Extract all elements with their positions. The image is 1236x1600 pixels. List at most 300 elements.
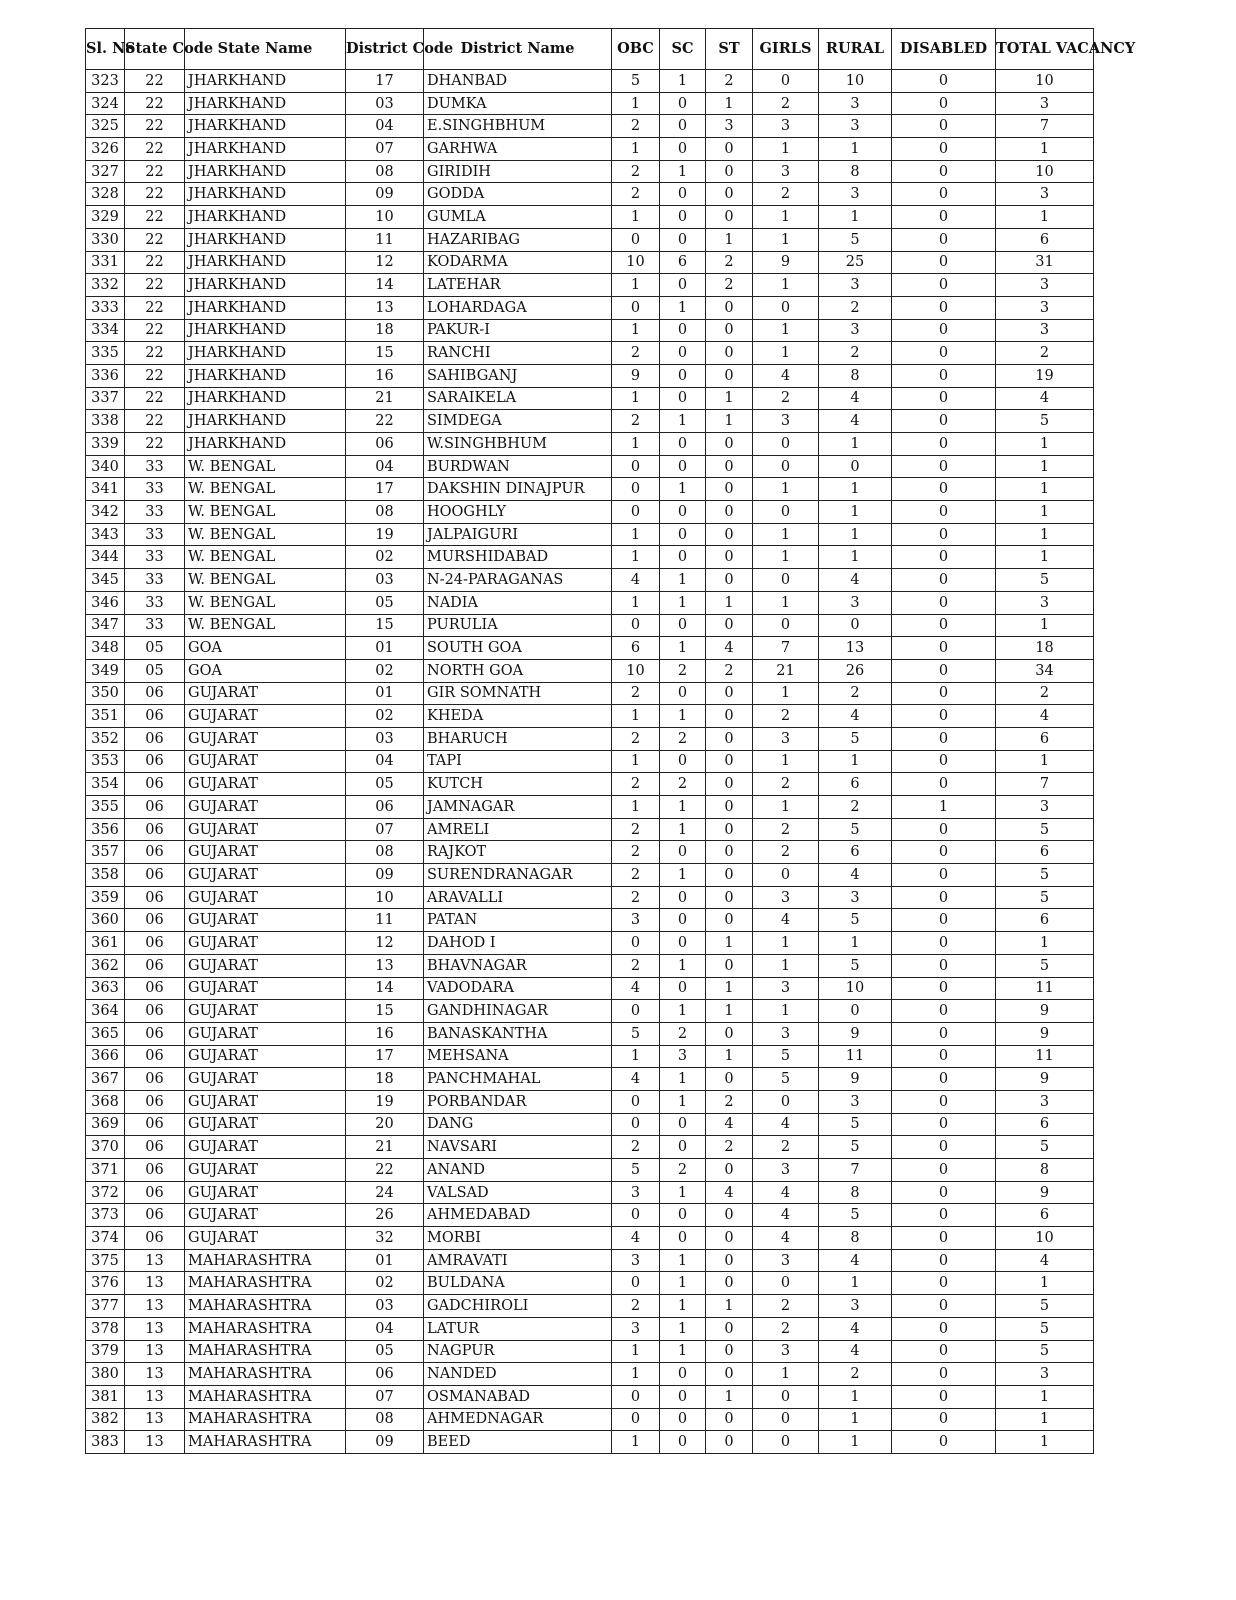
cell-total-vacancy: 1 xyxy=(996,523,1094,546)
cell-disabled: 0 xyxy=(892,977,996,1000)
cell-state-code: 13 xyxy=(125,1363,185,1386)
cell-district-name: NORTH GOA xyxy=(424,659,612,682)
table-body xyxy=(86,70,1094,1454)
cell-rural: 5 xyxy=(819,909,892,932)
cell-sl-no: 363 xyxy=(86,977,125,1000)
cell-sl-no: 359 xyxy=(86,886,125,909)
cell-state-code: 22 xyxy=(125,206,185,229)
cell-district-name: AHMEDABAD xyxy=(424,1204,612,1227)
table-row xyxy=(86,455,1094,478)
cell-district-code: 12 xyxy=(346,932,424,955)
cell-obc: 0 xyxy=(612,932,660,955)
cell-girls: 0 xyxy=(753,614,819,637)
cell-state-code: 33 xyxy=(125,478,185,501)
cell-sc: 0 xyxy=(660,115,706,138)
cell-disabled: 0 xyxy=(892,1000,996,1023)
cell-state-code: 22 xyxy=(125,138,185,161)
cell-sl-no: 336 xyxy=(86,364,125,387)
cell-rural: 1 xyxy=(819,1408,892,1431)
cell-state-name: GUJARAT xyxy=(185,1204,346,1227)
cell-st: 1 xyxy=(706,410,753,433)
cell-st: 0 xyxy=(706,138,753,161)
cell-state-code: 06 xyxy=(125,932,185,955)
cell-sc: 0 xyxy=(660,546,706,569)
cell-obc: 2 xyxy=(612,954,660,977)
cell-obc: 0 xyxy=(612,455,660,478)
table-row xyxy=(86,206,1094,229)
cell-disabled: 0 xyxy=(892,1431,996,1454)
cell-district-name: SOUTH GOA xyxy=(424,637,612,660)
cell-district-name: SAHIBGANJ xyxy=(424,364,612,387)
cell-girls: 2 xyxy=(753,1136,819,1159)
cell-obc: 0 xyxy=(612,1000,660,1023)
cell-girls: 2 xyxy=(753,183,819,206)
cell-st: 0 xyxy=(706,206,753,229)
table-row xyxy=(86,1227,1094,1250)
cell-st: 0 xyxy=(706,864,753,887)
cell-girls: 2 xyxy=(753,841,819,864)
table-row xyxy=(86,228,1094,251)
cell-state-code: 33 xyxy=(125,523,185,546)
cell-district-code: 12 xyxy=(346,251,424,274)
cell-disabled: 0 xyxy=(892,1159,996,1182)
cell-district-name: SARAIKELA xyxy=(424,387,612,410)
cell-obc: 6 xyxy=(612,637,660,660)
cell-disabled: 0 xyxy=(892,659,996,682)
cell-disabled: 0 xyxy=(892,342,996,365)
cell-girls: 3 xyxy=(753,410,819,433)
cell-district-code: 17 xyxy=(346,70,424,93)
cell-sl-no: 345 xyxy=(86,569,125,592)
table-row xyxy=(86,183,1094,206)
cell-total-vacancy: 6 xyxy=(996,1204,1094,1227)
cell-state-name: JHARKHAND xyxy=(185,274,346,297)
cell-district-name: BHAVNAGAR xyxy=(424,954,612,977)
cell-district-code: 15 xyxy=(346,342,424,365)
cell-st: 2 xyxy=(706,1136,753,1159)
cell-district-code: 06 xyxy=(346,1363,424,1386)
cell-total-vacancy: 5 xyxy=(996,1340,1094,1363)
cell-obc: 1 xyxy=(612,591,660,614)
cell-state-code: 06 xyxy=(125,1022,185,1045)
cell-obc: 1 xyxy=(612,523,660,546)
cell-sc: 0 xyxy=(660,206,706,229)
table-row xyxy=(86,682,1094,705)
cell-state-code: 22 xyxy=(125,160,185,183)
cell-st: 0 xyxy=(706,818,753,841)
cell-state-code: 13 xyxy=(125,1431,185,1454)
cell-disabled: 0 xyxy=(892,228,996,251)
table-row xyxy=(86,501,1094,524)
cell-state-name: GUJARAT xyxy=(185,1022,346,1045)
cell-girls: 3 xyxy=(753,1159,819,1182)
cell-st: 2 xyxy=(706,659,753,682)
cell-sc: 0 xyxy=(660,909,706,932)
cell-district-name: MORBI xyxy=(424,1227,612,1250)
cell-st: 0 xyxy=(706,1408,753,1431)
cell-sl-no: 340 xyxy=(86,455,125,478)
cell-disabled: 0 xyxy=(892,841,996,864)
cell-st: 1 xyxy=(706,228,753,251)
cell-total-vacancy: 1 xyxy=(996,433,1094,456)
cell-obc: 4 xyxy=(612,1068,660,1091)
cell-rural: 1 xyxy=(819,433,892,456)
cell-district-code: 07 xyxy=(346,138,424,161)
cell-district-code: 06 xyxy=(346,796,424,819)
cell-girls: 1 xyxy=(753,523,819,546)
cell-district-name: MURSHIDABAD xyxy=(424,546,612,569)
cell-state-name: GUJARAT xyxy=(185,886,346,909)
cell-district-name: GANDHINAGAR xyxy=(424,1000,612,1023)
cell-girls: 3 xyxy=(753,1022,819,1045)
cell-sc: 1 xyxy=(660,1068,706,1091)
cell-district-code: 07 xyxy=(346,818,424,841)
cell-district-code: 08 xyxy=(346,841,424,864)
cell-girls: 0 xyxy=(753,296,819,319)
table-row xyxy=(86,705,1094,728)
cell-state-code: 33 xyxy=(125,569,185,592)
table-row xyxy=(86,319,1094,342)
cell-disabled: 0 xyxy=(892,773,996,796)
cell-district-name: BULDANA xyxy=(424,1272,612,1295)
cell-girls: 1 xyxy=(753,591,819,614)
table-row xyxy=(86,1000,1094,1023)
cell-obc: 1 xyxy=(612,138,660,161)
cell-state-code: 22 xyxy=(125,342,185,365)
cell-sc: 0 xyxy=(660,886,706,909)
cell-total-vacancy: 6 xyxy=(996,841,1094,864)
cell-state-name: GUJARAT xyxy=(185,977,346,1000)
cell-disabled: 0 xyxy=(892,319,996,342)
cell-state-code: 06 xyxy=(125,1090,185,1113)
cell-obc: 2 xyxy=(612,1136,660,1159)
cell-st: 0 xyxy=(706,478,753,501)
cell-girls: 1 xyxy=(753,478,819,501)
table-row xyxy=(86,818,1094,841)
cell-obc: 10 xyxy=(612,659,660,682)
cell-state-name: GUJARAT xyxy=(185,1068,346,1091)
cell-total-vacancy: 19 xyxy=(996,364,1094,387)
cell-rural: 9 xyxy=(819,1068,892,1091)
cell-rural: 4 xyxy=(819,705,892,728)
cell-rural: 5 xyxy=(819,954,892,977)
cell-rural: 8 xyxy=(819,364,892,387)
cell-obc: 1 xyxy=(612,796,660,819)
cell-sc: 0 xyxy=(660,183,706,206)
cell-disabled: 0 xyxy=(892,1363,996,1386)
cell-sc: 1 xyxy=(660,1272,706,1295)
cell-state-code: 13 xyxy=(125,1272,185,1295)
cell-girls: 2 xyxy=(753,1295,819,1318)
cell-sl-no: 374 xyxy=(86,1227,125,1250)
cell-sc: 1 xyxy=(660,160,706,183)
cell-rural: 5 xyxy=(819,727,892,750)
cell-district-code: 02 xyxy=(346,546,424,569)
cell-state-name: JHARKHAND xyxy=(185,296,346,319)
cell-rural: 1 xyxy=(819,1431,892,1454)
table-row xyxy=(86,614,1094,637)
cell-district-code: 19 xyxy=(346,523,424,546)
cell-girls: 0 xyxy=(753,1408,819,1431)
cell-district-code: 16 xyxy=(346,364,424,387)
cell-obc: 2 xyxy=(612,183,660,206)
cell-disabled: 0 xyxy=(892,1045,996,1068)
cell-disabled: 0 xyxy=(892,1249,996,1272)
cell-girls: 2 xyxy=(753,818,819,841)
cell-obc: 1 xyxy=(612,1431,660,1454)
cell-state-code: 06 xyxy=(125,1068,185,1091)
cell-state-code: 33 xyxy=(125,546,185,569)
cell-st: 0 xyxy=(706,796,753,819)
cell-girls: 1 xyxy=(753,206,819,229)
cell-obc: 2 xyxy=(612,886,660,909)
cell-total-vacancy: 3 xyxy=(996,183,1094,206)
cell-total-vacancy: 8 xyxy=(996,1159,1094,1182)
cell-obc: 2 xyxy=(612,115,660,138)
cell-total-vacancy: 5 xyxy=(996,864,1094,887)
cell-obc: 0 xyxy=(612,1113,660,1136)
cell-district-code: 03 xyxy=(346,92,424,115)
cell-total-vacancy: 10 xyxy=(996,160,1094,183)
cell-disabled: 0 xyxy=(892,92,996,115)
cell-total-vacancy: 4 xyxy=(996,1249,1094,1272)
cell-state-name: JHARKHAND xyxy=(185,251,346,274)
cell-total-vacancy: 6 xyxy=(996,228,1094,251)
cell-district-code: 01 xyxy=(346,637,424,660)
cell-obc: 2 xyxy=(612,160,660,183)
cell-state-name: GUJARAT xyxy=(185,1227,346,1250)
cell-total-vacancy: 10 xyxy=(996,1227,1094,1250)
table-row xyxy=(86,1272,1094,1295)
cell-district-name: NADIA xyxy=(424,591,612,614)
cell-district-code: 13 xyxy=(346,954,424,977)
header-row xyxy=(86,29,1094,70)
table-row xyxy=(86,364,1094,387)
table-row xyxy=(86,1295,1094,1318)
table-row xyxy=(86,274,1094,297)
cell-girls: 3 xyxy=(753,977,819,1000)
cell-state-code: 06 xyxy=(125,773,185,796)
cell-sc: 1 xyxy=(660,478,706,501)
cell-disabled: 0 xyxy=(892,478,996,501)
cell-district-name: TAPI xyxy=(424,750,612,773)
cell-district-code: 03 xyxy=(346,1295,424,1318)
cell-girls: 0 xyxy=(753,70,819,93)
cell-state-code: 13 xyxy=(125,1408,185,1431)
cell-total-vacancy: 6 xyxy=(996,909,1094,932)
cell-rural: 1 xyxy=(819,750,892,773)
cell-sl-no: 352 xyxy=(86,727,125,750)
cell-district-code: 15 xyxy=(346,1000,424,1023)
cell-disabled: 0 xyxy=(892,864,996,887)
cell-st: 1 xyxy=(706,92,753,115)
cell-obc: 2 xyxy=(612,410,660,433)
cell-district-code: 10 xyxy=(346,886,424,909)
cell-district-code: 21 xyxy=(346,387,424,410)
cell-sc: 0 xyxy=(660,1113,706,1136)
cell-state-code: 06 xyxy=(125,1136,185,1159)
cell-st: 1 xyxy=(706,1000,753,1023)
table-row xyxy=(86,659,1094,682)
cell-state-name: GUJARAT xyxy=(185,727,346,750)
cell-girls: 9 xyxy=(753,251,819,274)
cell-rural: 0 xyxy=(819,614,892,637)
cell-state-code: 06 xyxy=(125,1000,185,1023)
cell-st: 0 xyxy=(706,954,753,977)
cell-state-name: GUJARAT xyxy=(185,841,346,864)
cell-st: 0 xyxy=(706,1159,753,1182)
cell-rural: 6 xyxy=(819,841,892,864)
cell-sl-no: 379 xyxy=(86,1340,125,1363)
cell-st: 0 xyxy=(706,1272,753,1295)
cell-district-name: DAKSHIN DINAJPUR xyxy=(424,478,612,501)
cell-sc: 1 xyxy=(660,1249,706,1272)
table-row xyxy=(86,478,1094,501)
cell-state-name: JHARKHAND xyxy=(185,206,346,229)
cell-girls: 1 xyxy=(753,342,819,365)
cell-rural: 26 xyxy=(819,659,892,682)
cell-total-vacancy: 3 xyxy=(996,591,1094,614)
cell-total-vacancy: 7 xyxy=(996,115,1094,138)
cell-total-vacancy: 5 xyxy=(996,886,1094,909)
cell-state-name: MAHARASHTRA xyxy=(185,1363,346,1386)
cell-obc: 0 xyxy=(612,228,660,251)
table-row xyxy=(86,1068,1094,1091)
cell-district-code: 04 xyxy=(346,750,424,773)
cell-sc: 2 xyxy=(660,659,706,682)
cell-total-vacancy: 4 xyxy=(996,387,1094,410)
cell-sc: 2 xyxy=(660,1022,706,1045)
cell-obc: 2 xyxy=(612,841,660,864)
cell-st: 0 xyxy=(706,682,753,705)
cell-sl-no: 341 xyxy=(86,478,125,501)
cell-girls: 0 xyxy=(753,501,819,524)
cell-st: 0 xyxy=(706,773,753,796)
table-row xyxy=(86,727,1094,750)
header-sc: SC xyxy=(660,29,706,70)
cell-sl-no: 333 xyxy=(86,296,125,319)
cell-girls: 0 xyxy=(753,1090,819,1113)
cell-district-code: 11 xyxy=(346,228,424,251)
cell-state-code: 13 xyxy=(125,1249,185,1272)
cell-rural: 0 xyxy=(819,455,892,478)
cell-sl-no: 366 xyxy=(86,1045,125,1068)
cell-girls: 1 xyxy=(753,682,819,705)
cell-disabled: 0 xyxy=(892,183,996,206)
cell-sc: 0 xyxy=(660,1431,706,1454)
cell-girls: 4 xyxy=(753,364,819,387)
cell-rural: 3 xyxy=(819,183,892,206)
cell-obc: 10 xyxy=(612,251,660,274)
cell-district-code: 17 xyxy=(346,478,424,501)
cell-disabled: 0 xyxy=(892,115,996,138)
table-row xyxy=(86,1022,1094,1045)
cell-obc: 0 xyxy=(612,1408,660,1431)
cell-disabled: 0 xyxy=(892,433,996,456)
cell-disabled: 0 xyxy=(892,251,996,274)
cell-sc: 6 xyxy=(660,251,706,274)
cell-district-code: 07 xyxy=(346,1385,424,1408)
cell-state-code: 06 xyxy=(125,954,185,977)
cell-total-vacancy: 3 xyxy=(996,274,1094,297)
cell-state-code: 22 xyxy=(125,319,185,342)
cell-sl-no: 347 xyxy=(86,614,125,637)
cell-state-code: 05 xyxy=(125,659,185,682)
cell-rural: 2 xyxy=(819,296,892,319)
cell-girls: 2 xyxy=(753,773,819,796)
cell-total-vacancy: 31 xyxy=(996,251,1094,274)
cell-girls: 1 xyxy=(753,954,819,977)
cell-district-name: NAVSARI xyxy=(424,1136,612,1159)
cell-district-name: N-24-PARAGANAS xyxy=(424,569,612,592)
cell-district-name: KUTCH xyxy=(424,773,612,796)
cell-district-name: GODDA xyxy=(424,183,612,206)
cell-sc: 0 xyxy=(660,977,706,1000)
cell-district-name: DANG xyxy=(424,1113,612,1136)
table-row xyxy=(86,1090,1094,1113)
cell-obc: 0 xyxy=(612,1272,660,1295)
table-row xyxy=(86,1159,1094,1182)
cell-rural: 8 xyxy=(819,160,892,183)
cell-total-vacancy: 1 xyxy=(996,932,1094,955)
cell-state-name: W. BENGAL xyxy=(185,455,346,478)
cell-state-name: MAHARASHTRA xyxy=(185,1295,346,1318)
cell-obc: 1 xyxy=(612,274,660,297)
cell-district-name: BEED xyxy=(424,1431,612,1454)
cell-district-name: MEHSANA xyxy=(424,1045,612,1068)
cell-district-name: HAZARIBAG xyxy=(424,228,612,251)
cell-obc: 0 xyxy=(612,614,660,637)
cell-state-code: 33 xyxy=(125,591,185,614)
cell-obc: 4 xyxy=(612,1227,660,1250)
cell-rural: 4 xyxy=(819,1340,892,1363)
cell-district-name: RANCHI xyxy=(424,342,612,365)
cell-district-code: 32 xyxy=(346,1227,424,1250)
cell-girls: 5 xyxy=(753,1068,819,1091)
cell-state-code: 22 xyxy=(125,364,185,387)
cell-disabled: 0 xyxy=(892,932,996,955)
cell-rural: 3 xyxy=(819,319,892,342)
cell-rural: 1 xyxy=(819,478,892,501)
cell-district-code: 03 xyxy=(346,569,424,592)
table-row xyxy=(86,796,1094,819)
cell-district-code: 11 xyxy=(346,909,424,932)
cell-sl-no: 349 xyxy=(86,659,125,682)
cell-state-code: 05 xyxy=(125,637,185,660)
cell-total-vacancy: 1 xyxy=(996,138,1094,161)
cell-sl-no: 325 xyxy=(86,115,125,138)
cell-state-code: 13 xyxy=(125,1340,185,1363)
cell-st: 0 xyxy=(706,909,753,932)
cell-st: 0 xyxy=(706,1340,753,1363)
cell-state-name: JHARKHAND xyxy=(185,387,346,410)
cell-rural: 3 xyxy=(819,591,892,614)
cell-district-code: 19 xyxy=(346,1090,424,1113)
cell-girls: 0 xyxy=(753,433,819,456)
cell-district-code: 17 xyxy=(346,1045,424,1068)
cell-sl-no: 373 xyxy=(86,1204,125,1227)
cell-st: 0 xyxy=(706,1068,753,1091)
cell-sc: 1 xyxy=(660,70,706,93)
cell-sc: 0 xyxy=(660,1408,706,1431)
header-district-name: District Name xyxy=(424,29,612,70)
table-row xyxy=(86,138,1094,161)
table-row xyxy=(86,1340,1094,1363)
cell-district-name: PANCHMAHAL xyxy=(424,1068,612,1091)
cell-district-code: 09 xyxy=(346,864,424,887)
cell-disabled: 0 xyxy=(892,274,996,297)
cell-rural: 3 xyxy=(819,1090,892,1113)
